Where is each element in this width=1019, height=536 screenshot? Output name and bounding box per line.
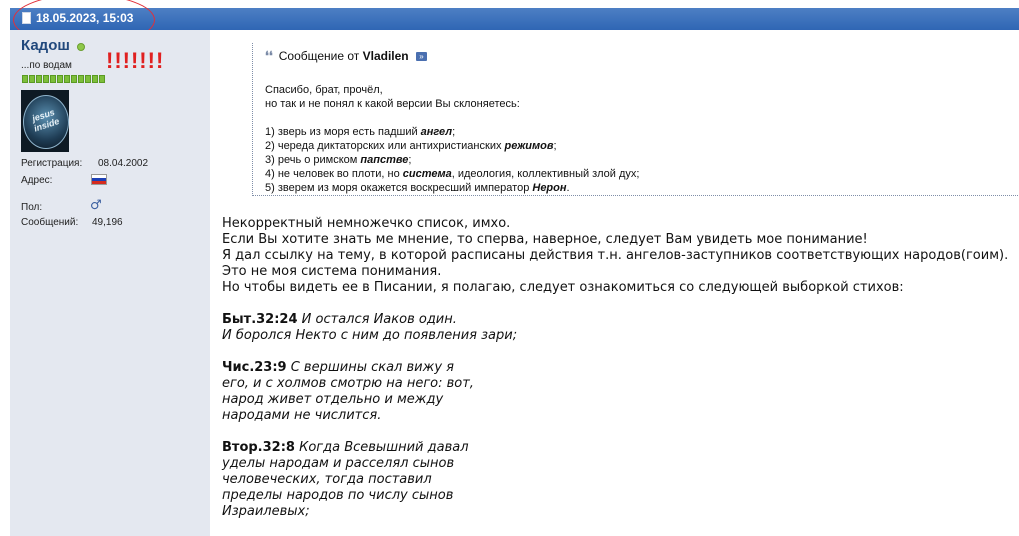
post-paragraph: Если Вы хотите знать ме мнение, то сперва, наверное, следует Вам увидеть мое понимание! [222, 232, 868, 247]
quote-list-item: 1) зверь из моря есть падший ангел; [265, 126, 456, 138]
reputation-block [99, 75, 105, 83]
reputation-bar [22, 75, 105, 83]
verse-line: Быт.32:24 И остался Иаков один. [222, 312, 457, 327]
user-title: ...по водам [21, 60, 72, 71]
verse-line: Чис.23:9 С вершины скал вижу я [222, 360, 454, 375]
user-info-column [10, 30, 210, 536]
gender-label: Пол: [21, 202, 43, 213]
quote-header [265, 49, 427, 63]
quote-list-item: 5) зверем из моря окажется воскресший император Нерон. [265, 182, 570, 194]
posts-label: Сообщений: [21, 217, 79, 228]
russia-flag-icon [91, 174, 107, 185]
post-date: 18.05.2023, 15:03 [36, 11, 134, 25]
post-paragraph: Некорректный немножечко список, имхо. [222, 216, 511, 231]
reputation-block [78, 75, 84, 83]
post-body [222, 216, 1008, 520]
exclamation-annotation: !!!!!!! [106, 48, 165, 73]
reputation-block [29, 75, 35, 83]
verse-line: человеческих, тогда поставил [222, 472, 432, 487]
quote-line: Спасибо, брат, прочёл, [265, 84, 383, 96]
verse-line: народами не числится. [222, 408, 382, 423]
reputation-block [92, 75, 98, 83]
reputation-block [71, 75, 77, 83]
male-gender-icon: ♂ [90, 198, 102, 213]
quote-line: но так и не понял к какой версии Вы склоняетесь: [265, 98, 520, 110]
reputation-block [64, 75, 70, 83]
reputation-block [43, 75, 49, 83]
verse-line: его, и с холмов смотрю на него: вот, [222, 376, 474, 391]
verse-line: Втор.32:8 Когда Всевышний давал [222, 440, 469, 455]
post-paragraph: Это не моя система понимания. [222, 264, 442, 279]
registration-label: Регистрация: [21, 158, 83, 169]
message-column [210, 30, 1019, 536]
quote-prefix: Сообщение от [278, 49, 360, 63]
flag-stripe [92, 181, 106, 184]
posts-count: 49,196 [92, 217, 123, 228]
quote-body [265, 83, 639, 195]
reputation-block [57, 75, 63, 83]
avatar-text: jesus inside [30, 106, 61, 134]
go-to-post-icon[interactable]: » [416, 52, 427, 61]
username-link[interactable]: Кадош [21, 37, 70, 54]
quote-author[interactable]: Vladilen [362, 49, 409, 63]
quote-icon: ❛❛ [265, 49, 273, 63]
reputation-block [36, 75, 42, 83]
verse-line: народ живет отдельно и между [222, 392, 444, 407]
address-label: Адрес: [21, 175, 53, 186]
verse-line: Израилевых; [222, 504, 310, 519]
reputation-block [22, 75, 28, 83]
verse-line: уделы народам и расселял сынов [222, 456, 455, 471]
quote-list-item: 2) череда диктаторских или антихристианских режимов; [265, 140, 557, 152]
verse-reference: Втор.32:8 [222, 440, 295, 455]
reputation-block [85, 75, 91, 83]
verse-reference: Чис.23:9 [222, 360, 287, 375]
post-paragraph: Я дал ссылку на тему, в которой расписаны действия т.н. ангелов-заступников соответствующих народов(гоим). [222, 248, 1009, 263]
quote-list-item: 4) не человек во плоти, но система, идеология, коллективный злой дух; [265, 168, 640, 180]
avatar[interactable] [21, 90, 69, 152]
verse-reference: Быт.32:24 [222, 312, 298, 327]
reputation-block [50, 75, 56, 83]
online-status-icon [77, 43, 85, 51]
quote-list-item: 3) речь о римском папстве; [265, 154, 412, 166]
quote-block [252, 43, 1018, 196]
registration-value: 08.04.2002 [98, 158, 149, 169]
post-header [10, 8, 1019, 30]
post-paragraph: Но чтобы видеть ее в Писании, я полагаю, следует ознакомиться со следующей выборкой стихов: [222, 280, 904, 295]
verse-line: И боролся Некто с ним до появления зари; [222, 328, 518, 343]
verse-line: пределы народов по числу сынов [222, 488, 454, 503]
